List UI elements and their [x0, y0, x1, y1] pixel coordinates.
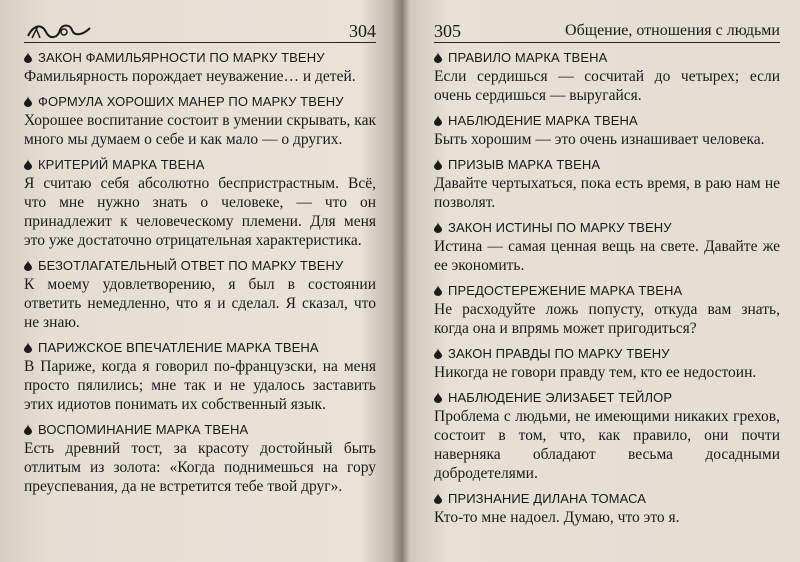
running-title: Общение, отношения с людьми — [565, 22, 780, 39]
quote-entry — [24, 421, 376, 496]
entry-text: Давайте чертыхаться, пока есть время, в раю нам не позволят. — [434, 175, 780, 211]
drop-bullet-icon — [434, 222, 442, 233]
left-running-head — [24, 16, 376, 43]
entry-heading-text: КРИТЕРИЙ МАРКА ТВЕНА — [38, 157, 205, 172]
entry-heading-text: НАБЛЮДЕНИЕ ЭЛИЗАБЕТ ТЕЙЛОР — [448, 390, 673, 405]
entry-heading — [24, 49, 376, 66]
entry-heading-text: ПРАВИЛО МАРКА ТВЕНА — [448, 50, 608, 65]
quote-entry — [24, 156, 376, 250]
right-running-head — [434, 16, 780, 43]
left-page — [0, 0, 398, 562]
drop-bullet-icon — [24, 424, 32, 435]
entry-heading — [24, 93, 376, 110]
entry-heading — [434, 219, 780, 236]
entry-text: Быть хорошим — это очень изнашивает человека. — [434, 131, 765, 148]
quote-entry — [434, 49, 780, 105]
entry-heading — [24, 156, 376, 173]
entry-heading — [434, 490, 780, 507]
entry-heading-text: ВОСПОМИНАНИЕ МАРКА ТВЕНА — [38, 422, 249, 437]
entry-text: Хорошее воспитание состоит в умении скрывать, как много мы думаем о себе и как мало — о других. — [24, 112, 376, 148]
quote-entry — [24, 49, 376, 86]
entry-heading — [24, 421, 376, 438]
entry-heading-text: ПРИЗНАНИЕ ДИЛАНА ТОМАСА — [448, 491, 647, 506]
quote-entry — [434, 156, 780, 212]
entry-heading-text: ФОРМУЛА ХОРОШИХ МАНЕР ПО МАРКУ ТВЕНУ — [38, 94, 344, 109]
drop-bullet-icon — [434, 115, 442, 126]
entry-text: Не расходуйте ложь попусту, откуда вам знать, когда она и впрямь может пригодиться? — [434, 301, 780, 337]
drop-bullet-icon — [24, 159, 32, 170]
entry-text: Если сердишься — сосчитай до четырех; если очень сердишься — выругайся. — [434, 68, 780, 104]
entry-text: Кто-то мне надоел. Думаю, что это я. — [434, 509, 680, 526]
entry-heading — [24, 257, 376, 274]
page-number: 304 — [349, 21, 376, 41]
entry-heading-text: ЗАКОН ФАМИЛЬЯРНОСТИ ПО МАРКУ ТВЕНУ — [38, 50, 325, 65]
entry-text: Есть древний тост, за красоту достойный быть отлитым из золота: «Когда поднимешься на гору преуспевания, да не встретится тебе твой друг». — [24, 440, 376, 495]
quote-entry — [434, 490, 780, 527]
entry-text: Фамильярность порождает неуважение… и детей. — [24, 68, 356, 85]
entry-text: В Париже, когда я говорил по-французски, на меня просто пялились; мне так и не удалось заставить этих идиотов понимать их собственный язык. — [24, 358, 376, 413]
drop-bullet-icon — [24, 342, 32, 353]
entry-heading — [434, 389, 780, 406]
quote-entry — [24, 257, 376, 332]
drop-bullet-icon — [24, 260, 32, 271]
entry-text: К моему удовлетворению, я был в состоянии ответить немедленно, что я и сделал. Я сказал, что не знаю. — [24, 276, 376, 331]
entry-heading-text: НАБЛЮДЕНИЕ МАРКА ТВЕНА — [448, 113, 638, 128]
drop-bullet-icon — [434, 493, 442, 504]
entry-heading — [434, 112, 780, 129]
entry-heading — [24, 339, 376, 356]
quote-entry — [24, 339, 376, 414]
quote-entry — [24, 93, 376, 149]
quote-entry — [434, 282, 780, 338]
entry-text: Я считаю себя абсолютно беспристрастным. Всё, что мне нужно знать о человеке, — что он принадлежит к человеческому племени. Для меня это уже достаточно отрицательная характеристика. — [24, 175, 376, 249]
entry-heading — [434, 345, 780, 362]
quote-entry — [434, 389, 780, 483]
entry-heading-text: ПАРИЖСКОЕ ВПЕЧАТЛЕНИЕ МАРКА ТВЕНА — [38, 340, 319, 355]
entry-text: Никогда не говори правду тем, кто ее недостоин. — [434, 364, 757, 381]
entry-heading-text: БЕЗОТЛАГАТЕЛЬНЫЙ ОТВЕТ ПО МАРКУ ТВЕНУ — [38, 258, 344, 273]
drop-bullet-icon — [434, 159, 442, 170]
quote-entry — [434, 345, 780, 382]
entry-heading-text: ПРИЗЫВ МАРКА ТВЕНА — [448, 157, 601, 172]
entry-heading-text: ЗАКОН ПРАВДЫ ПО МАРКУ ТВЕНУ — [448, 346, 670, 361]
right-page — [404, 0, 800, 562]
drop-bullet-icon — [434, 348, 442, 359]
entry-heading-text: ПРЕДОСТЕРЕЖЕНИЕ МАРКА ТВЕНА — [448, 283, 683, 298]
page-number: 305 — [434, 21, 461, 41]
entry-heading-text: ЗАКОН ИСТИНЫ ПО МАРКУ ТВЕНУ — [448, 220, 672, 235]
entry-heading — [434, 49, 780, 66]
left-entries — [24, 49, 376, 496]
entry-heading — [434, 282, 780, 299]
drop-bullet-icon — [24, 52, 32, 63]
entry-heading — [434, 156, 780, 173]
drop-bullet-icon — [434, 52, 442, 63]
quote-entry — [434, 112, 780, 149]
drop-bullet-icon — [24, 96, 32, 107]
quote-entry — [434, 219, 780, 275]
right-entries — [434, 49, 780, 527]
entry-text: Истина — самая ценная вещь на свете. Давайте же ее экономить. — [434, 238, 780, 274]
entry-text: Проблема с людьми, не имеющими никаких грехов, состоит в том, что, как правило, они почти наверняка обладают весьма досадными добродетелями. — [434, 408, 780, 482]
drop-bullet-icon — [434, 285, 442, 296]
decorative-ornament-icon — [24, 20, 94, 42]
drop-bullet-icon — [434, 392, 442, 403]
